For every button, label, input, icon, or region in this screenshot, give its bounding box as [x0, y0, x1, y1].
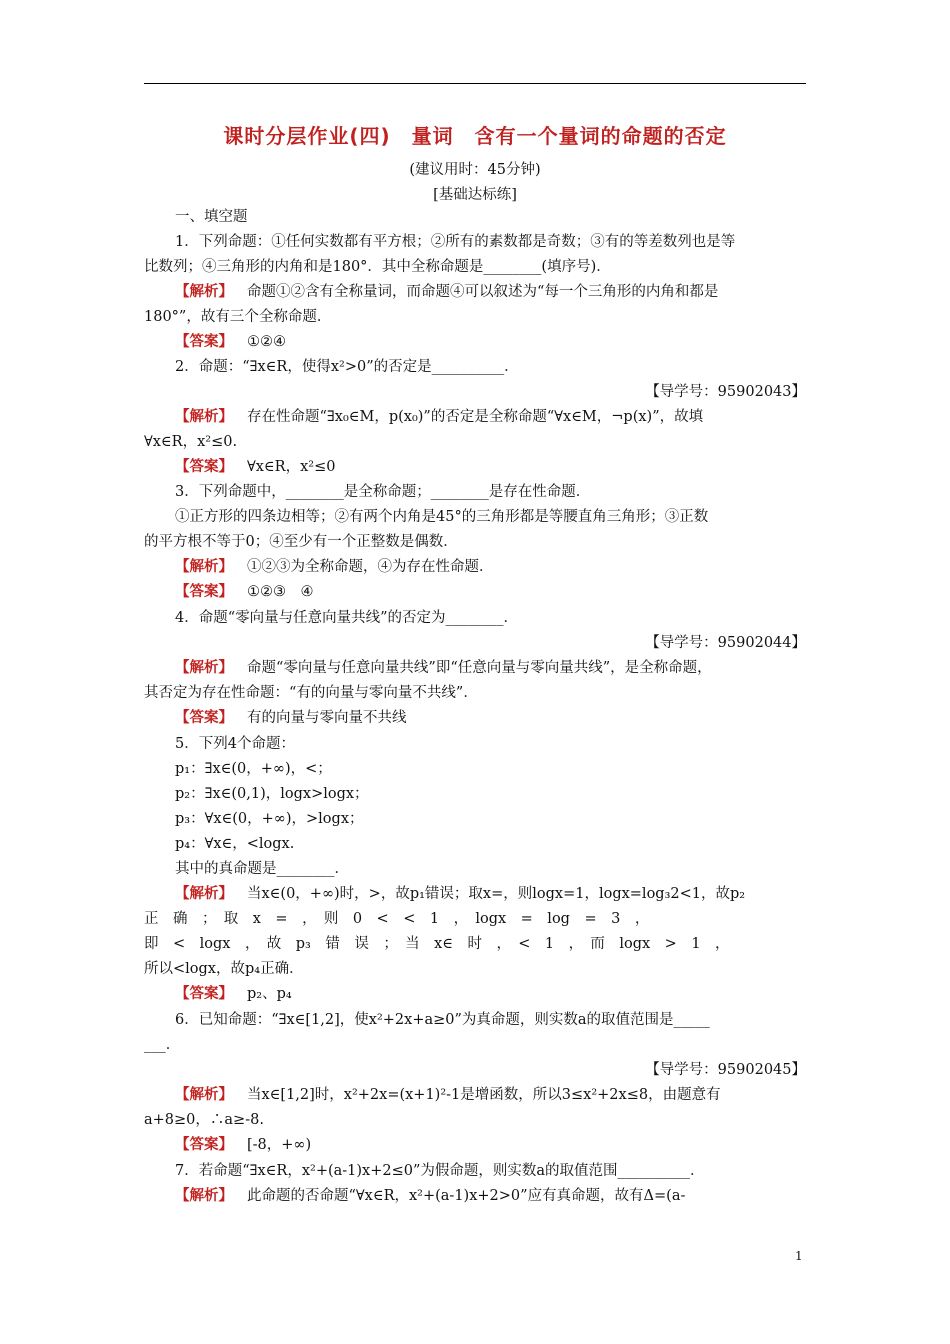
answer-text: [-8，+∞): [247, 1137, 312, 1153]
answer-3: [144, 582, 806, 602]
question-6-code: 【导学号：95902045】: [645, 1062, 806, 1078]
analysis-5-line-1: [144, 884, 806, 904]
page-number: 1: [795, 1249, 803, 1263]
analysis-2-line-1: [144, 407, 806, 427]
question-2-code: 【导学号：95902043】: [645, 384, 806, 400]
answer-label: 【答案】: [175, 459, 233, 475]
analysis-label: 【解析】: [175, 886, 233, 902]
analysis-text: 此命题的否命题“∀x∈R，x²+(a-1)x+2>0”应有真命题，故有Δ=(a-: [247, 1188, 686, 1204]
answer-label: 【答案】: [175, 584, 233, 600]
analysis-7-line-1: [144, 1186, 806, 1206]
question-6-line-2: ___．: [144, 1037, 181, 1053]
analysis-3: [144, 557, 806, 577]
analysis-label: 【解析】: [175, 284, 233, 300]
question-5-end: 其中的真命题是________．: [175, 861, 349, 877]
analysis-1-line-1: [144, 282, 806, 302]
analysis-text: 当x∈[1,2]时，x²+2x=(x+1)²-1是增函数，所以3≤x²+2x≤8，由题意有: [247, 1087, 721, 1103]
analysis-text: ①②③为全称命题，④为存在性命题．: [247, 559, 494, 575]
answer-label: 【答案】: [175, 1137, 233, 1153]
analysis-label: 【解析】: [175, 559, 233, 575]
analysis-2-line-2: ∀x∈R，x²≤0.: [144, 434, 238, 450]
answer-1: [144, 332, 806, 352]
answer-2: [144, 457, 806, 477]
page-title: 课时分层作业(四) 量词 含有一个量词的命题的否定: [223, 124, 727, 148]
answer-6: [144, 1135, 806, 1155]
analysis-5-line-2: 正 确 ； 取 x = ， 则 0 < < 1 ， logx = log = 3 ，: [144, 911, 650, 927]
question-5: 5．下列4个命题：: [175, 736, 295, 752]
analysis-label: 【解析】: [175, 1188, 233, 1204]
question-2: 2．命题：“∃x∈R，使得x²>0”的否定是__________．: [175, 359, 519, 375]
suggested-time: (建议用时：45分钟): [409, 162, 541, 178]
analysis-4-line-1: [144, 658, 806, 678]
analysis-text: 命题①②含有全称量词，而命题④可以叙述为“每一个三角形的内角和都是: [247, 284, 719, 300]
answer-text: ①②④: [247, 334, 286, 350]
proposition-p3: p₃：∀x∈(0，+∞)，>logx；: [175, 811, 364, 827]
answer-label: 【答案】: [175, 710, 233, 726]
analysis-text: 命题“零向量与任意向量共线”即“任意向量与零向量共线”，是全称命题，: [247, 660, 712, 676]
analysis-1-line-2: 180°”，故有三个全称命题．: [144, 309, 332, 325]
answer-text: 有的向量与零向量不共线: [247, 710, 407, 726]
question-1-line-1: 1．下列命题：①任何实数都有平方根；②所有的素数都是奇数；③有的等差数列也是等: [175, 234, 736, 250]
header-rule: [144, 83, 806, 84]
answer-text: ∀x∈R，x²≤0: [247, 459, 336, 475]
question-6-line-1: 6．已知命题：“∃x∈[1,2]，使x²+2x+a≥0”为真命题，则实数a的取值范围是_____: [175, 1012, 710, 1028]
answer-label: 【答案】: [175, 334, 233, 350]
analysis-6-line-1: [144, 1085, 806, 1105]
answer-5: [144, 984, 806, 1004]
question-1-line-2: 比数列；④三角形的内角和是180°．其中全称命题是________(填序号)．: [144, 259, 611, 275]
question-4-code: 【导学号：95902044】: [645, 635, 806, 651]
answer-text: ①②③ ④: [247, 584, 314, 600]
analysis-label: 【解析】: [175, 660, 233, 676]
question-7: 7．若命题“∃x∈R，x²+(a-1)x+2≤0”为假命题，则实数a的取值范围__________．: [175, 1163, 705, 1179]
question-3: 3．下列命题中，________是全称命题；________是存在性命题．: [175, 484, 591, 500]
analysis-text: 当x∈(0，+∞)时，>，故p₁错误；取x=，则logx=1，logx=log₃2<1，故p₂: [247, 886, 746, 902]
answer-4: [144, 708, 806, 728]
answer-label: 【答案】: [175, 986, 233, 1002]
proposition-p1: p₁：∃x∈(0，+∞)，<；: [175, 761, 332, 777]
analysis-label: 【解析】: [175, 409, 233, 425]
section-heading: 一、填空题: [175, 209, 248, 225]
analysis-5-line-3: 即 < logx ， 故 p₃ 错 误 ； 当 x∈ 时 ， < 1 ， 而 logx > 1 ，: [144, 936, 730, 952]
question-3-items-line-1: ①正方形的四条边相等；②有两个内角是45°的三角形都是等腰直角三角形；③正数: [175, 509, 709, 525]
proposition-p2: p₂：∃x∈(0,1)，logx>logx；: [175, 786, 369, 802]
analysis-4-line-2: 其否定为存在性命题：“有的向量与零向量不共线”．: [144, 685, 478, 701]
analysis-6-line-2: a+8≥0，∴a≥-8.: [144, 1112, 264, 1128]
analysis-5-line-4: 所以<logx，故p₄正确．: [144, 961, 304, 977]
proposition-p4: p₄：∀x∈，<logx.: [175, 836, 295, 852]
analysis-label: 【解析】: [175, 1087, 233, 1103]
section-tag: [基础达标练]: [433, 187, 517, 203]
question-3-items-line-2: 的平方根不等于0；④至少有一个正整数是偶数．: [144, 534, 458, 550]
question-4: 4．命题“零向量与任意向量共线”的否定为________．: [175, 610, 519, 626]
analysis-text: 存在性命题“∃x₀∈M，p(x₀)”的否定是全称命题“∀x∈M，¬p(x)”，故填: [247, 409, 704, 425]
answer-text: p₂、p₄: [247, 986, 292, 1002]
